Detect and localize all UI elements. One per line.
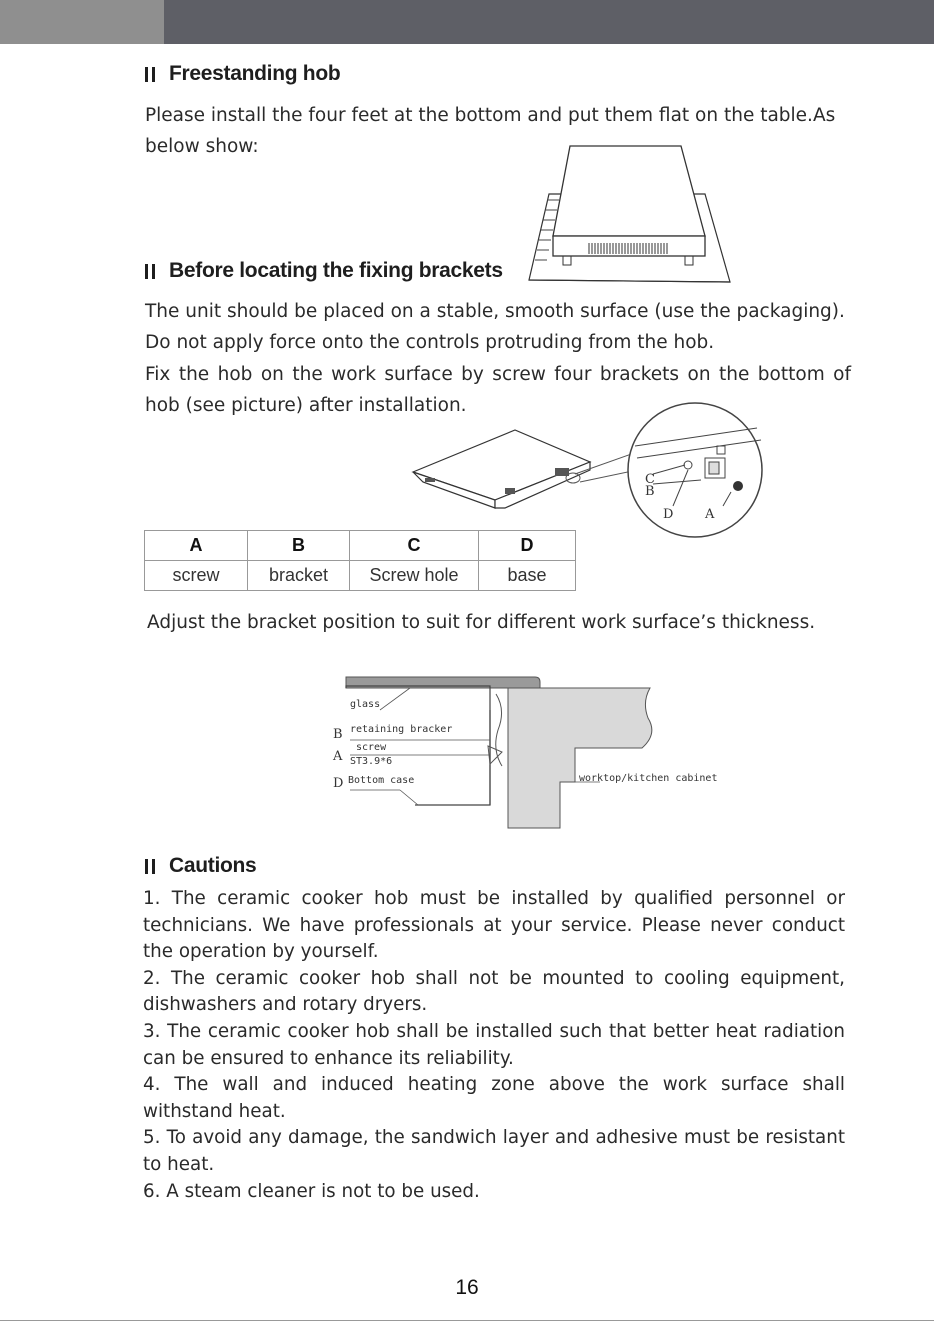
section-diagram [330,670,718,835]
section-marker-icon [145,67,155,82]
table-cell-c: Screw hole [350,561,479,591]
diagram-label-glass: glass [350,699,381,710]
freestanding-hob-illustration [525,140,735,290]
bottom-rule [0,1320,934,1321]
heading-freestanding-hob [145,62,340,86]
heading-cautions [145,854,256,878]
table-header-a: A [145,531,248,561]
caution-item-3: 3. The ceramic cooker hob shall be installed such that better heat radiation can be ensured to enhance its reliability. [143,1020,845,1069]
table-header-row [145,531,576,561]
table-cell-d: base [479,561,576,591]
diagram-letter-a: A [333,749,343,764]
diagram-label-bottom-case: Bottom case [348,775,415,786]
diagram-letter-d: D [333,776,344,791]
freestanding-text: Please install the four feet at the bottom and put them flat on the table.As below show: [145,105,836,158]
header-band-left [0,0,164,44]
brackets-line-3: Fix the hob on the work surface by screw four brackets on the bottom of hob (see picture) after installation. [145,363,851,416]
page-number: 16 [455,1276,479,1299]
heading-fixing-brackets [145,259,503,283]
parts-table [144,530,576,591]
table-row [145,561,576,591]
caution-item-4: 4. The wall and induced heating zone above the work surface shall withstand heat. [143,1074,845,1122]
header-band-right [164,0,934,44]
section-marker-icon [145,859,155,874]
table-cell-b: bracket [248,561,350,591]
diagram-label-screw-size: ST3.9*6 [350,756,393,767]
brackets-line-2: Do not apply force onto the controls protruding from the hob. [145,332,715,354]
caution-item-6: 6. A steam cleaner is not to be used. [143,1180,480,1202]
caution-item-2: 2. The ceramic cooker hob shall not be mounted to cooling equipment, dishwashers and rotary dryers. [143,967,845,1016]
heading-text: Before locating the fixing brackets [169,259,503,282]
table-cell-a: screw [145,561,248,591]
section-marker-icon [145,264,155,279]
table-header-d: D [479,531,576,561]
bracket-illustration [405,400,775,540]
diagram-label-retaining: retaining bracker [350,724,453,735]
caution-item-1: 1. The ceramic cooker hob must be installed by qualified personnel or technicians. We have professionals at your service. Please never conduct the operation by yourself. [143,888,845,963]
heading-text: Freestanding hob [169,62,341,85]
detail-label-d: D [663,507,674,522]
table-header-b: B [248,531,350,561]
detail-label-c: C [645,472,655,487]
caution-item-5: 5. To avoid any damage, the sandwich layer and adhesive must be resistant to heat. [143,1127,845,1175]
diagram-label-screw: screw [356,742,387,753]
diagram-label-worktop: worktop/kitchen cabinet [579,773,718,784]
adjust-text: Adjust the bracket position to suit for different work surface’s thickness. [147,612,816,633]
detail-label-b: B [645,484,655,499]
brackets-line-1: The unit should be placed on a stable, smooth surface (use the packaging). [145,301,845,322]
detail-label-a: A [705,507,715,522]
cautions-list [143,886,845,1205]
freestanding-paragraph [145,100,850,163]
diagram-letter-b: B [333,727,343,742]
table-header-c: C [350,531,479,561]
heading-text: Cautions [169,854,257,877]
adjust-paragraph [147,607,852,638]
